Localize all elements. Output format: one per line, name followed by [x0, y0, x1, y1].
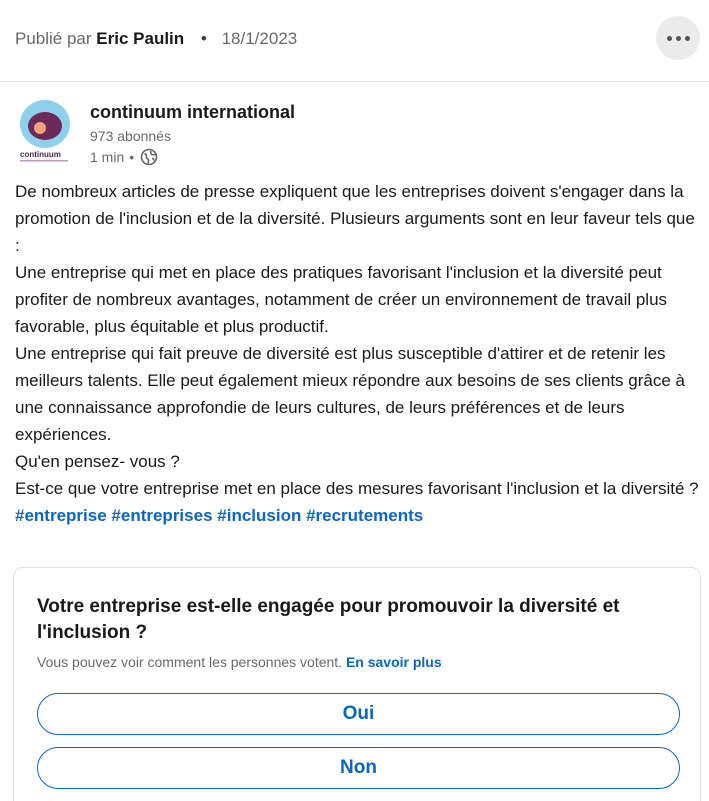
more-options-button[interactable]	[656, 16, 700, 60]
post-time: 1 min	[90, 149, 125, 165]
ellipsis-icon	[685, 36, 690, 41]
published-by-label: Publié par	[15, 29, 92, 48]
hashtag-link[interactable]: #inclusion	[217, 506, 302, 525]
publish-date: 18/1/2023	[221, 29, 298, 48]
post-text	[15, 178, 700, 529]
organization-logo[interactable]	[17, 99, 73, 163]
published-by-line	[15, 29, 297, 49]
organization-name[interactable]: continuum international	[90, 102, 295, 122]
follower-count: 973 abonnés	[90, 128, 171, 144]
poll-question: Votre entreprise est-elle engagée pour promouvoir la diversité et l'inclusion ?	[37, 596, 620, 643]
hashtag-link[interactable]: #recrutements	[306, 506, 424, 525]
header-separator: •	[200, 29, 207, 48]
post-paragraph: De nombreux articles de presse expliquent que les entreprises doivent s'engager dans la promotion de l'inclusion et de la diversité. Plusieurs arguments sont en leur faveur tels que :	[15, 182, 695, 255]
logo-text: continuum	[20, 150, 61, 159]
poll-option-non[interactable]: Non	[37, 747, 680, 789]
hashtag-link[interactable]: #entreprises	[111, 506, 213, 525]
post-paragraph: Qu'en pensez- vous ?	[15, 452, 180, 471]
learn-more-link[interactable]: En savoir plus	[345, 654, 442, 670]
hashtag-link[interactable]: #entreprise	[15, 506, 107, 525]
poll-option-oui[interactable]: Oui	[37, 693, 680, 735]
poll-note	[37, 654, 442, 670]
ellipsis-icon	[667, 36, 672, 41]
meta-separator: •	[129, 149, 135, 165]
post-paragraph: Une entreprise qui met en place des pratiques favorisant l'inclusion et la diversité peut profiter de nombreux avantages, notamment de créer un environnement de travail plus favorable, plus équitable et plus productif.	[15, 263, 668, 336]
post-paragraph: Une entreprise qui fait preuve de diversité est plus susceptible d'attirer et de retenir les meilleurs talents. Elle peut également mieux répondre aux besoins de ses clients grâce à une connaissance approfondie de leurs cultures, de leurs préférences et de leurs expériences.	[15, 344, 685, 444]
hashtag-list	[15, 502, 700, 529]
poll-card	[13, 567, 701, 801]
poll-note-text: Vous pouvez voir comment les personnes votent.	[37, 654, 343, 670]
post-paragraph: Est-ce que votre entreprise met en place des mesures favorisant l'inclusion et la diversité ?	[15, 479, 699, 498]
author-name[interactable]: Eric Paulin	[96, 29, 185, 48]
ellipsis-icon	[676, 36, 681, 41]
post-meta	[90, 148, 158, 166]
globe-icon	[140, 148, 158, 166]
post-header	[0, 0, 709, 82]
